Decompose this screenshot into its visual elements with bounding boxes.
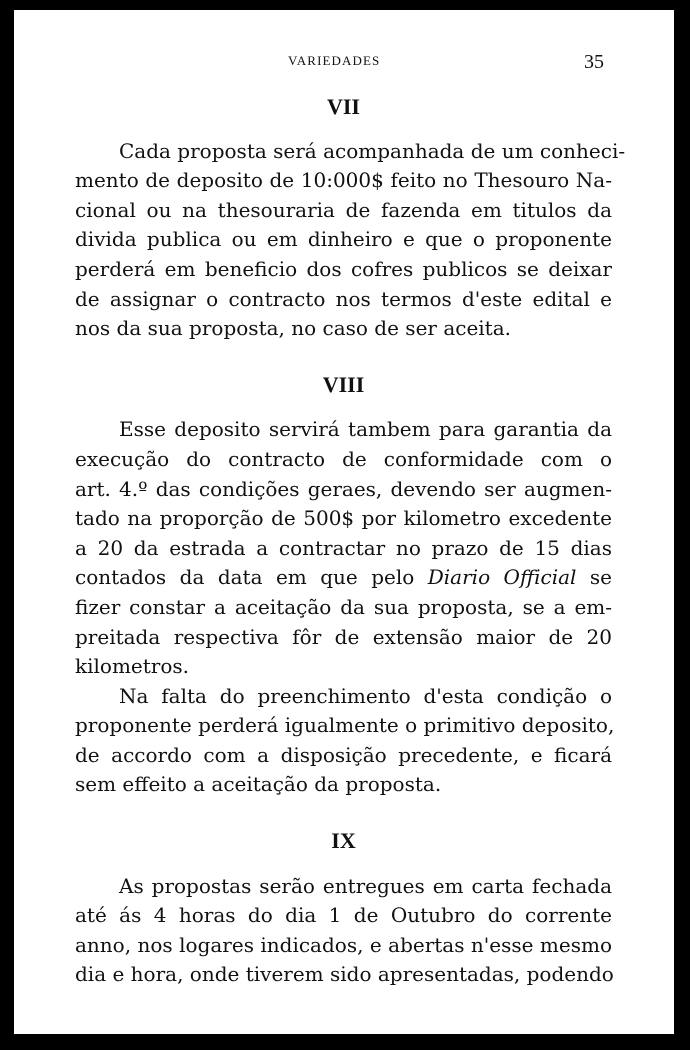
section-heading-vii: VII: [326, 94, 360, 119]
text-line: de assignar o contracto nos termos d'este edital e: [75, 286, 612, 311]
paragraph: [75, 872, 612, 990]
text-line: [75, 563, 612, 593]
text-line: sem effeito a aceitação da proposta.: [75, 772, 442, 797]
text-line: nos da sua proposta, no caso de ser aceita.: [75, 316, 511, 341]
newspaper-title: Diario Official: [427, 565, 577, 590]
text-line: de accordo com a disposição precedente, e ficará: [75, 742, 612, 767]
text-fragment: se: [589, 565, 613, 590]
text-line: a 20 da estrada a contractar no prazo de 15 dias: [75, 535, 612, 560]
text-line: execução do contracto de conformidade com o: [75, 446, 612, 471]
text-line: cional ou na thesouraria de fazenda em titulos da: [75, 197, 612, 222]
book-page: [14, 10, 674, 1034]
text-line: Cada proposta será acompanhada de um conheci-: [119, 138, 626, 163]
text-line: até ás 4 horas do dia 1 de Outubro do corrente: [75, 903, 612, 928]
text-line: divida publica ou em dinheiro e que o proponente: [75, 227, 612, 252]
text-line: fizer constar a aceitação da sua proposta, se a em-: [75, 594, 612, 619]
text-line: tado na proporção de 500$ por kilometro excedente: [75, 506, 612, 531]
text-line: As propostas serão entregues em carta fechada: [119, 873, 612, 898]
paragraph: [75, 415, 612, 681]
paragraph: [75, 682, 615, 800]
text-line: kilometros.: [75, 654, 190, 679]
text-line: mento de deposito de 10:000$ feito no Thesouro Na-: [75, 168, 612, 193]
text-line: anno, nos logares indicados, e abertas n'esse mesmo: [75, 932, 612, 957]
body-text: [75, 92, 626, 990]
page-header: [14, 49, 674, 75]
text-fragment: contados da data em que pelo: [75, 565, 415, 590]
paragraph: [75, 137, 626, 344]
section-heading-viii: VIII: [322, 371, 365, 397]
text-line: art. 4.º das condições geraes, devendo ser augmen-: [75, 476, 612, 501]
text-line: preitada respectiva fôr de extensão maior de 20: [75, 624, 612, 649]
section-heading-ix: IX: [331, 828, 356, 854]
page-number: 35: [584, 51, 604, 73]
text-line: Esse deposito servirá tambem para garantia da: [119, 417, 612, 442]
text-line: dia e hora, onde tiverem sido apresentadas, podendo: [75, 962, 614, 987]
text-line: Na falta do preenchimento d'esta condição o: [119, 683, 612, 708]
text-line: proponente perderá igualmente o primitivo deposito,: [75, 713, 615, 738]
running-title: VARIEDADES: [288, 53, 381, 68]
text-line: perderá em beneficio dos cofres publicos se deixar: [75, 256, 612, 281]
